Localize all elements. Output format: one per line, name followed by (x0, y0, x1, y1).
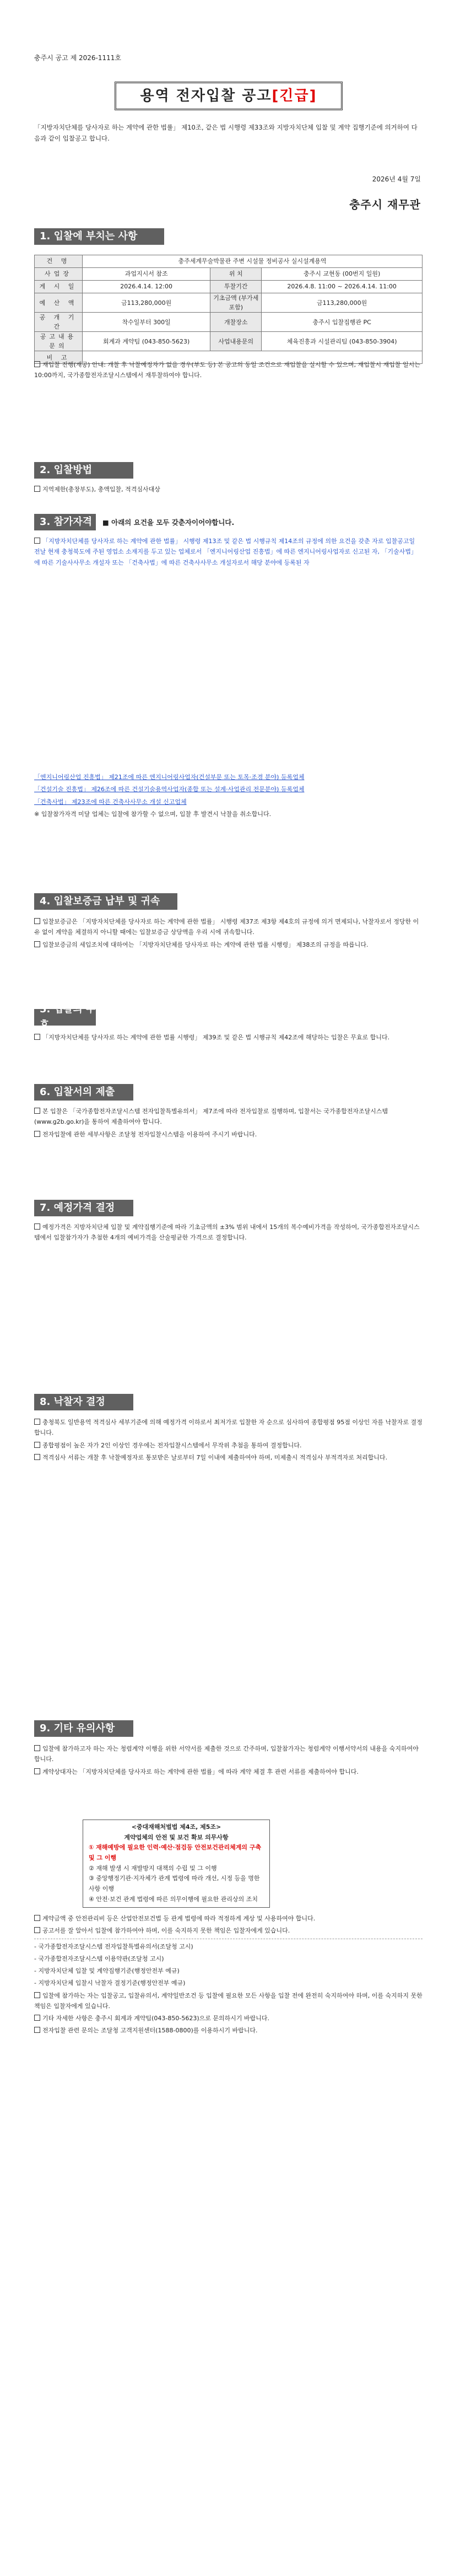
eligibility-item: 「건설기술 진흥법」 제26조에 따른 건설기술용역사업자(종합 또는 설계·사업관리 전문분야) 등록업체 (34, 786, 305, 793)
checkbox-icon (34, 918, 40, 924)
submission-text-1: 본 입찰은 「국가종합전자조달시스템 전자입찰특별유의서」 제7조에 따라 전자입찰로 집행하며, 입찰서는 국가종합전자조달시스템(www.g2b.go.kr)을 통하여 제출하여야 합니다. (34, 1108, 388, 1126)
row-value: 금113,280,000원 (83, 293, 210, 313)
row-label: 사업내용문의 (210, 332, 262, 351)
rebid-note-text: 재입찰 진행(재공) 안내: 개찰 후 낙찰예정자가 없을 경우(부도 등) 본 공고의 동일 조건으로 재입찰을 실시할 수 있으며, 재입찰시 재입찰 일시는 10:00까지, 국가종합전자조달시스템에서 재투찰하여야 합니다. (34, 361, 420, 379)
safety-item: ② 재해 발생 시 재발방지 대책의 수립 및 그 이행 (89, 1864, 217, 1872)
checkbox-icon (34, 486, 40, 492)
notice-number: 충주시 공고 제 2026-1111호 (34, 54, 121, 62)
price-text: 예정가격은 지방자치단체 입찰 및 계약집행기준에 따라 기초금액의 ±3% 범위 내에서 15개의 복수예비가격을 작성하여, 국가종합전자조달시스템에서 입찰참가자가 추첨한 4개의 예비가격을 산술평균한 가격으로 결정합니다. (34, 1223, 420, 1242)
row-label: 비 고 (35, 351, 83, 364)
row-label: 공고내용문의 (35, 332, 83, 351)
notice-date: 2026년 4월 7일 (372, 175, 421, 183)
section-7-body (34, 1222, 422, 1245)
row-label: 투찰기간 (210, 281, 262, 293)
section-6-header: 6. 입찰서의 제출 (34, 1084, 133, 1101)
reference-item: - 지방자치단체 입찰시 낙찰자 결정기준(행정안전부 예규) (34, 1979, 186, 1987)
checkbox-icon (34, 538, 40, 544)
other-text-4: 공고서를 잘 알아서 입찰에 참가하여야 하며, 이를 숙지하지 못한 책임은 입찰자에게 있습니다. (42, 1927, 290, 1935)
eligibility-item: 「엔지니어링산업 진흥법」 제21조에 따른 엔지니어링사업자(건설부문 또는 토목·조경 분야) 등록업체 (34, 774, 305, 781)
row-value: 충주시 교현동 (00번지 일원) (262, 268, 422, 281)
row-label: 사업장 (35, 268, 83, 281)
award-text-1: 충청북도 일반용역 적격심사 세부기준에 의해 예정가격 이하로서 최저가로 입찰한 자 순으로 심사하여 종합평점 95점 이상인 자를 낙찰자로 결정합니다. (34, 1419, 422, 1437)
row-label: 위 치 (210, 268, 262, 281)
safety-duty-box (83, 1820, 270, 1908)
invalid-bid-text: 「지방자치단체를 당사자로 하는 계약에 관한 법률 시행령」 제39조 및 같은 법 시행규칙 제42조에 해당하는 입찰은 무효로 합니다. (42, 1034, 390, 1041)
award-text-2: 종합평점이 높은 자가 2인 이상인 경우에는 전자입찰시스템에서 무작위 추첨을 통하여 결정합니다. (42, 1441, 302, 1449)
section-5-header: 5. 입찰의 무효 (34, 1009, 96, 1026)
row-value: 금113,280,000원 (262, 293, 422, 313)
checkbox-icon (34, 1768, 40, 1774)
other-text-3: 계약금액 중 안전관리비 등은 산업안전보건법 등 관계 법령에 따라 적정하게 계상 및 사용하여야 합니다. (42, 1915, 316, 1922)
row-value: 회계과 계약팀 (043-850-5623) (83, 332, 210, 351)
section-8-body (34, 1417, 422, 1464)
reference-item: - 지방자치단체 입찰 및 계약집행기준(행정안전부 예규) (34, 1967, 180, 1974)
row-value: 과업지시서 참조 (83, 268, 210, 281)
section-4-header: 4. 입찰보증금 납부 및 귀속 (34, 893, 177, 910)
other-text-5: 입찰에 참가하는 자는 입찰공고, 입찰유의서, 계약일반조건 등 입찰에 필요한 모든 사항을 입찰 전에 완전히 숙지하여야 하며, 이를 숙지하지 못한 책임은 입찰자에게 있습니다. (34, 1992, 422, 2010)
row-value: 2026.4.8. 11:00 ~ 2026.4.14. 11:00 (262, 281, 422, 293)
row-value: 체육진흥과 시설관리팀 (043-850-3904) (262, 332, 422, 351)
checkbox-icon (34, 941, 40, 947)
row-label: 개찰장소 (210, 313, 262, 332)
intro-text: 「지방자치단체를 당사자로 하는 계약에 관한 법률」 제10조, 같은 법 시행령 제33조와 지방자치단체 입찰 및 계약 집행기준에 의거하여 다음과 같이 입찰공고 합니다. (34, 124, 418, 142)
safety-item: ④ 안전·보건 관계 법령에 따른 의무이행에 필요한 관리상의 조치 (89, 1895, 258, 1903)
eligibility-list (34, 772, 422, 821)
section-8-header: 8. 낙찰자 결정 (34, 1394, 133, 1410)
checkbox-icon (34, 2015, 40, 2021)
issuer: 충주시 재무관 (349, 198, 421, 211)
checkbox-icon (34, 1223, 40, 1230)
eligibility-foot: ※ 입찰참가자격 미달 업체는 입찰에 참가할 수 없으며, 입찰 후 발견시 낙찰을 취소합니다. (34, 810, 272, 818)
row-value: 충주시 입찰집행관 PC (262, 313, 422, 332)
row-label: 게 시 일 (35, 281, 83, 293)
row-label: 공 개 기 간 (35, 313, 83, 332)
bid-info-table (34, 255, 422, 364)
row-value: 착수일부터 300일 (83, 313, 210, 332)
checkbox-icon (34, 1454, 40, 1460)
section-9-body-2 (34, 1913, 422, 2038)
reference-item: - 국가종합전자조달시스템 이용약관(조달청 고시) (34, 1955, 164, 1962)
submission-text-2: 전자입찰에 관한 세부사항은 조달청 전자입찰시스템을 이용하여 주시기 바랍니다. (42, 1130, 257, 1138)
bid-method-text: 지역제한(총창부도), 총액입찰, 적격심사대상 (42, 486, 160, 493)
checkbox-icon (34, 361, 40, 367)
checkbox-icon (34, 1419, 40, 1425)
checkbox-icon (34, 1915, 40, 1921)
notice-title (115, 82, 343, 110)
eligibility-item: 「건축사법」 제23조에 따른 건축사사무소 개설 신고업체 (34, 798, 187, 806)
checkbox-icon (34, 1108, 40, 1114)
section-9-header: 9. 기타 유의사항 (34, 1720, 133, 1737)
row-value: 2026.4.14. 12:00 (83, 281, 210, 293)
safety-item: ③ 중앙행정기관·지자체가 관계 법령에 따라 개선, 시정 등을 명한 사항 이행 (89, 1875, 260, 1893)
safety-box-subtitle: 계약업체의 안전 및 보건 확보 의무사항 (124, 1833, 229, 1841)
rebid-note (34, 359, 422, 383)
section-6-body (34, 1106, 422, 1141)
row-value: 충주세계무술박물관 주변 시설물 정비공사 실시설계용역 (83, 255, 422, 268)
section-3-body (34, 536, 422, 570)
row-label: 예 산 액 (35, 293, 83, 313)
row-label: 기초금액 (부가세포함) (210, 293, 262, 313)
checkbox-icon (34, 1992, 40, 1998)
urgent-tag: [긴급] (272, 87, 317, 104)
section-9-body (34, 1743, 422, 1779)
section-3-lead: ■ 아래의 요건을 모두 갖춘자이어야합니다. (102, 518, 235, 527)
safety-box-title: <중대재해처벌법 제4조, 제5조> (131, 1823, 221, 1831)
section-2-header: 2. 입찰방법 (34, 462, 133, 479)
award-text-3: 적격심사 서류는 개찰 후 낙찰예정자로 통보받은 날로부터 7일 이내에 제출하여야 하며, 미제출시 적격심사 부적격자로 처리합니다. (42, 1453, 388, 1461)
checkbox-icon (34, 1442, 40, 1448)
checkbox-icon (34, 1745, 40, 1751)
checkbox-icon (34, 1131, 40, 1137)
other-text-6: 기타 자세한 사항은 충주시 회계과 계약팀(043-850-5623)으로 문의하시기 바랍니다. (42, 2015, 270, 2022)
reference-item: - 국가종합전자조달시스템 전자입찰특별유의서(조달청 고시) (34, 1942, 193, 1950)
title-main: 용역 전자입찰 공고 (140, 87, 272, 104)
checkbox-icon (34, 2027, 40, 2033)
section-1-header: 1. 입찰에 부치는 사항 (34, 228, 164, 245)
other-text-2: 계약상대자는 「지방자치단체를 당사자로 하는 계약에 관한 법률」에 따라 계약 체결 후 관련 서류를 제출하여야 합니다. (42, 1768, 359, 1775)
section-3-header: 3. 참가자격 (34, 514, 96, 530)
eligibility-text: 「지방자치단체를 당사자로 하는 계약에 관한 법률」 시행령 제13조 및 같은 법 시행규칙 제14조의 규정에 의한 요건을 갖춘 자로 입찰공고일 전날 현재 충청북도에 주된 영업소 소재지를 두고 있는 업체로서 「엔지니어링산업 진흥법」에 따른 엔지니어링사업자로 신고된 자, 「기술사법」에 따른 기술사사무소 개설자 또는 「건축사법」에 따른 건축사사무소 개설자로서 해당 분야에 등록된 자 (34, 538, 417, 566)
checkbox-icon (34, 1927, 40, 1933)
section-7-header: 7. 예정가격 결정 (34, 1200, 133, 1216)
deposit-text-2: 입찰보증금의 세입조치에 대하여는 「지방자치단체를 당사자로 하는 계약에 관한 법률 시행령」 제38조의 규정을 따릅니다. (42, 941, 369, 948)
other-text-7: 전자입찰 관련 문의는 조달청 고객지원센터(1588-0800)를 이용하시기 바랍니다. (42, 2027, 258, 2035)
section-5-body (34, 1032, 422, 1044)
deposit-text-1: 입찰보증금은 「지방자치단체를 당사자로 하는 계약에 관한 법률」 시행령 제37조 제3항 제4호의 규정에 의거 면제되나, 낙찰자로서 정당한 이유 없이 계약을 체결하지 아니할 때에는 입찰보증금 상당액을 우리 시에 귀속합니다. (34, 918, 419, 936)
other-text-1: 입찰에 참가하고자 하는 자는 청렴계약 이행을 위한 서약서를 제출한 것으로 간주하며, 입찰참가자는 청렴계약 이행서약서의 내용을 숙지하여야 합니다. (34, 1745, 419, 1763)
safety-item: ① 재해예방에 필요한 인력·예산·점검등 안전보건관리체계의 구축 및 그 이행 (89, 1844, 262, 1862)
section-4-body (34, 916, 422, 952)
section-2-body (34, 484, 422, 496)
checkbox-icon (34, 1034, 40, 1040)
row-label: 건 명 (35, 255, 83, 268)
